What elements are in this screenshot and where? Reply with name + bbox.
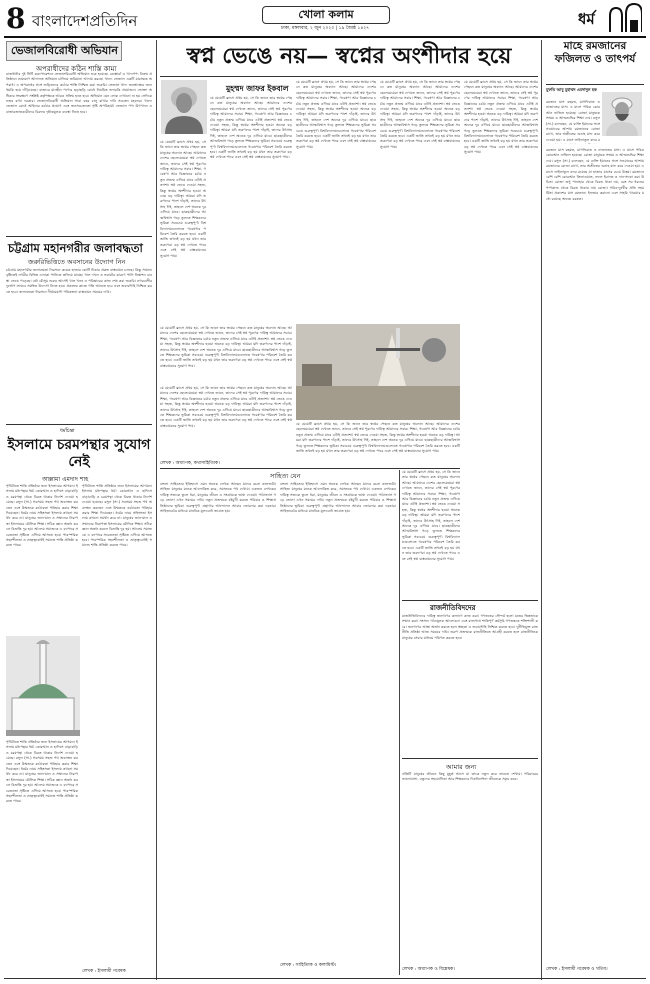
- lead-body-col1: যে মেয়েটি ক্লাসে প্রথম হয়, সে কি জানে তার স্বপ্নের পেছনে কত মানুষের অবদান আছে। আমাদের দেশের ছেলেমেয়েরা স্বপ্ন দেখতে জানে, তাদের সেই স্বপ্ন পূরণের দায়িত্ব আমাদের সবার। শিক্ষা, গবেষণা আর বিজ্ঞানের চর্চায় নতুন প্রজন্ম এগিয়ে যাবে এটাই প্রত্যাশা। স্বপ্ন ভেঙে দেওয়া সহজ, কিন্তু স্বপ্নের অংশীদার হওয়া অনেক বড় দায়িত্ব। আমরা যদি তরুণদের পাশে দাঁড়াই, তাদের উৎসাহ দিই, তাহলে দেশ অনেক দূর এগিয়ে যাবে। ছাত্রছাত্রীদের আত্মবিশ্বাস গড়ে তুলতে শিক্ষকদের ভূমিকা সবচেয়ে গুরুত্বপূর্ণ। বিশ্ববিদ্যালয়গুলোতে গবেষণার পরিবেশ তৈরি করতে হবে। একটি জাতি তখনই বড় হয় যখন তার তরুণেরা বড় স্বপ্ন দেখতে পারে এবং সেই স্বপ্ন বাস্তবায়নের সুযোগ পায়।: [210, 96, 292, 160]
- right-mid-caption: লেখক : অধ্যাপক ও বিশ্লেষক।: [402, 967, 455, 972]
- right-mid-sub-body: প্রতিটি মানুষের জীবনে কিছু মুহূর্ত আসে যা তাকে নতুন করে ভাবতে শেখায়। পরিবারের ভালোবাসা, বন্ধুদের সহযোগিতা আর শিক্ষকদের দিকনির্দেশনা জীবনকে সমৃদ্ধ করে।: [402, 772, 538, 782]
- lead-body-col2: যে মেয়েটি ক্লাসে প্রথম হয়, সে কি জানে তার স্বপ্নের পেছনে কত মানুষের অবদান আছে। আমাদের দেশের ছেলেমেয়েরা স্বপ্ন দেখতে জানে, তাদের সেই স্বপ্ন পূরণের দায়িত্ব আমাদের সবার। শিক্ষা, গবেষণা আর বিজ্ঞানের চর্চায় নতুন প্রজন্ম এগিয়ে যাবে এটাই প্রত্যাশা। স্বপ্ন ভেঙে দেওয়া সহজ, কিন্তু স্বপ্নের অংশীদার হওয়া অনেক বড় দায়িত্ব। আমরা যদি তরুণদের পাশে দাঁড়াই, তাদের উৎসাহ দিই, তাহলে দেশ অনেক দূর এগিয়ে যাবে। ছাত্রছাত্রীদের আত্মবিশ্বাস গড়ে তুলতে শিক্ষকদের ভূমিকা সবচেয়ে গুরুত্বপূর্ণ। বিশ্ববিদ্যালয়গুলোতে গবেষণার পরিবেশ তৈরি করতে হবে। একটি জাতি তখনই বড় হয় যখন তার তরুণেরা বড় স্বপ্ন দেখতে পারে এবং সেই স্বপ্ন বাস্তবায়নের সুযোগ পায়।: [296, 80, 376, 149]
- center-lower-col1: বাংলা সাহিত্যের ইতিহাসে এমন অনেক লেখক আছেন যাদের রচনা কালজয়ী। সাহিত্য মানুষের মনকে আলোকিত করে, সমাজকে পথ দেখায়। একজন লেখকের দায়িত্ব সত্যকে তুলে ধরা, মানুষের জীবন ও সংগ্রামকে ভাষা দেওয়া। পাঠাভ্যাস গড়ে তোলা এখন সময়ের দাবি। নতুন প্রজন্মকে বইমুখী করতে পরিবার ও শিক্ষাপ্রতিষ্ঠানের ভূমিকা গুরুত্বপূর্ণ। গ্রন্থাগার আন্দোলন আবার জোরদার করা দরকার। সাহিত্যচর্চার মাধ্যমে মানবিক মূল্যবোধ জাগ্রত হয়।: [160, 482, 276, 514]
- section-name-box: [262, 6, 390, 24]
- article-body-col1-end: পৃথিবীতে শান্তি প্রতিষ্ঠার জন্য ইসলামের আগমন। ইসলাম মধ্যপন্থার ধর্ম। কোরআন ও হাদিসে বাড়াবাড়ি ও চরমপন্থা থেকে বিরত থাকার নির্দেশ দেওয়া হয়েছে। রসুল (সা.) সবসময় সহজ পথ অবলম্বন করতেন এবং উম্মতকে কঠোরতা পরিহার করার শিক্ষা দিয়েছেন। ধর্মের নামে সহিংসতা ইসলাম কখনো সমর্থন করে না। মানুষের জান-মাল ও সম্মানের নিরাপত্তা ইসলামের মৌলিক শিক্ষা। সঠিক জ্ঞান অর্জন করলে বিভ্রান্তি দূর হয়। আলেম সমাজকে এ ব্যাপারে সচেতনতা সৃষ্টিতে এগিয়ে আসতে হবে। পারস্পরিক সহনশীলতা ও ভ্রাতৃত্ববোধই সমাজে শান্তি প্রতিষ্ঠা করতে পারে।: [6, 740, 78, 804]
- editorial2-subtitle: জরুরিভিত্তিতে অবসানের উদ্যোগ নিন: [28, 258, 126, 266]
- religion-author: মুফতি আবু মুহাম্মদ এমদাদুল হক: [546, 87, 597, 92]
- editorial2-body: চট্টগ্রাম মহানগরীর জলাবদ্ধতা নিরসনে কয়েক হাজার কোটি টাকার প্রকল্প বাস্তবায়ন চলছে। কিন্তু সামান্য বৃষ্টিতেই নগরীর বিভিন্ন এলাকা পানিতে তলিয়ে যাচ্ছে। খাল দখল ও ভরাটের কারণে পানি নিষ্কাশন ব্যবস্থা ভেঙে পড়েছে। বর্ষা মৌসুম শুরুর আগেই খাল খনন ও পরিষ্কারের কাজ শেষ করা জরুরি। নগরবাসীর দুর্ভোগ লাঘবে সমন্বিত উদ্যোগ নিতে হবে। প্রকল্পের কাজে গতি আনতে হবে এবং জবাবদিহি নিশ্চিত করতে হবে। জলাবদ্ধতা নিরসনে দীর্ঘমেয়াদি পরিকল্পনা বাস্তবায়ন সময়ের দাবি।: [6, 268, 152, 294]
- mosque-photo: [6, 636, 80, 736]
- lead-body-col4: যে মেয়েটি ক্লাসে প্রথম হয়, সে কি জানে তার স্বপ্নের পেছনে কত মানুষের অবদান আছে। আমাদের দেশের ছেলেমেয়েরা স্বপ্ন দেখতে জানে, তাদের সেই স্বপ্ন পূরণের দায়িত্ব আমাদের সবার। শিক্ষা, গবেষণা আর বিজ্ঞানের চর্চায় নতুন প্রজন্ম এগিয়ে যাবে এটাই প্রত্যাশা। স্বপ্ন ভেঙে দেওয়া সহজ, কিন্তু স্বপ্নের অংশীদার হওয়া অনেক বড় দায়িত্ব। আমরা যদি তরুণদের পাশে দাঁড়াই, তাদের উৎসাহ দিই, তাহলে দেশ অনেক দূর এগিয়ে যাবে। ছাত্রছাত্রীদের আত্মবিশ্বাস গড়ে তুলতে শিক্ষকদের ভূমিকা সবচেয়ে গুরুত্বপূর্ণ। বিশ্ববিদ্যালয়গুলোতে গবেষণার পরিবেশ তৈরি করতে হবে। একটি জাতি তখনই বড় হয় যখন তার তরুণেরা বড় স্বপ্ন দেখতে পারে এবং সেই স্বপ্ন বাস্তবায়নের সুযোগ পায়।: [464, 80, 538, 155]
- dateline: ঢাকা, মঙ্গলবার, ২ জুন ২০২০ | ১৯ জ্যৈষ্ঠ ১৪২৭: [280, 26, 370, 31]
- religion-author-photo: [602, 92, 642, 136]
- article-body-col1: পৃথিবীতে শান্তি প্রতিষ্ঠার জন্য ইসলামের আগমন। ইসলাম মধ্যপন্থার ধর্ম। কোরআন ও হাদিসে বাড়াবাড়ি ও চরমপন্থা থেকে বিরত থাকার নির্দেশ দেওয়া হয়েছে। রসুল (সা.) সবসময় সহজ পথ অবলম্বন করতেন এবং উম্মতকে কঠোরতা পরিহার করার শিক্ষা দিয়েছেন। ধর্মের নামে সহিংসতা ইসলাম কখনো সমর্থন করে না। মানুষের জান-মাল ও সম্মানের নিরাপত্তা ইসলামের মৌলিক শিক্ষা। সঠিক জ্ঞান অর্জন করলে বিভ্রান্তি দূর হয়। আলেম সমাজকে এ ব্যাপারে সচেতনতা সৃষ্টিতে এগিয়ে আসতে হবে। পারস্পরিক সহনশীলতা ও ভ্রাতৃত্ববোধই সমাজে শান্তি প্রতিষ্ঠা করতে পারে।: [6, 484, 78, 548]
- article-title: ইসলামে চরমপন্থার সুযোগ নেই: [7, 437, 151, 470]
- religion-caption: লেখক : ইসলামী গবেষক ও খতিব।: [546, 967, 608, 972]
- right-section-name: ধর্ম: [578, 10, 595, 28]
- lead-body-col1-low: যে মেয়েটি ক্লাসে প্রথম হয়, সে কি জানে তার স্বপ্নের পেছনে কত মানুষের অবদান আছে। আমাদের দেশের ছেলেমেয়েরা স্বপ্ন দেখতে জানে, তাদের সেই স্বপ্ন পূরণের দায়িত্ব আমাদের সবার। শিক্ষা, গবেষণা আর বিজ্ঞানের চর্চায় নতুন প্রজন্ম এগিয়ে যাবে এটাই প্রত্যাশা। স্বপ্ন ভেঙে দেওয়া সহজ, কিন্তু স্বপ্নের অংশীদার হওয়া অনেক বড় দায়িত্ব। আমরা যদি তরুণদের পাশে দাঁড়াই, তাদের উৎসাহ দিই, তাহলে দেশ অনেক দূর এগিয়ে যাবে। ছাত্রছাত্রীদের আত্মবিশ্বাস গড়ে তুলতে শিক্ষকদের ভূমিকা সবচেয়ে গুরুত্বপূর্ণ। বিশ্ববিদ্যালয়গুলোতে গবেষণার পরিবেশ তৈরি করতে হবে। একটি জাতি তখনই বড় হয় যখন তার তরুণেরা বড় স্বপ্ন দেখতে পারে এবং সেই স্বপ্ন বাস্তবায়নের সুযোগ পায়।: [160, 140, 206, 258]
- right-mid-col-a: যে মেয়েটি ক্লাসে প্রথম হয়, সে কি জানে তার স্বপ্নের পেছনে কত মানুষের অবদান আছে। আমাদের দেশের ছেলেমেয়েরা স্বপ্ন দেখতে জানে, তাদের সেই স্বপ্ন পূরণের দায়িত্ব আমাদের সবার। শিক্ষা, গবেষণা আর বিজ্ঞানের চর্চায় নতুন প্রজন্ম এগিয়ে যাবে এটাই প্রত্যাশা। স্বপ্ন ভেঙে দেওয়া সহজ, কিন্তু স্বপ্নের অংশীদার হওয়া অনেক বড় দায়িত্ব। আমরা যদি তরুণদের পাশে দাঁড়াই, তাদের উৎসাহ দিই, তাহলে দেশ অনেক দূর এগিয়ে যাবে। ছাত্রছাত্রীদের আত্মবিশ্বাস গড়ে তুলতে শিক্ষকদের ভূমিকা সবচেয়ে গুরুত্বপূর্ণ। বিশ্ববিদ্যালয়গুলোতে গবেষণার পরিবেশ তৈরি করতে হবে। একটি জাতি তখনই বড় হয় যখন তার তরুণেরা বড় স্বপ্ন দেখতে পারে এবং সেই স্বপ্ন বাস্তবায়নের সুযোগ পায়।: [402, 470, 460, 561]
- center-lower-col2: বাংলা সাহিত্যের ইতিহাসে এমন অনেক লেখক আছেন যাদের রচনা কালজয়ী। সাহিত্য মানুষের মনকে আলোকিত করে, সমাজকে পথ দেখায়। একজন লেখকের দায়িত্ব সত্যকে তুলে ধরা, মানুষের জীবন ও সংগ্রামকে ভাষা দেওয়া। পাঠাভ্যাস গড়ে তোলা এখন সময়ের দাবি। নতুন প্রজন্মকে বইমুখী করতে পরিবার ও শিক্ষাপ্রতিষ্ঠানের ভূমিকা গুরুত্বপূর্ণ। গ্রন্থাগার আন্দোলন আবার জোরদার করা দরকার। সাহিত্যচর্চার মাধ্যমে মানবিক মূল্যবোধ জাগ্রত হয়।: [280, 482, 396, 514]
- right-mid-label: রাজনীতিবিদদের: [430, 603, 476, 612]
- article-kicker: ধর্মচিন্তা: [60, 428, 75, 434]
- right-mid-sub-label: আমার জন্য: [446, 763, 477, 771]
- religion-body: রমজান মাস রহমত, মাগফিরাত ও নাজাতের মাস। এ মাসে পবিত্র কোরআন নাজিল হয়েছে। রোজা মানুষকে সংযম ও আত্মশুদ্ধির শিক্ষা দেয়। রসুল (সা.) বলেছেন, যে ব্যক্তি ইমানের সঙ্গে সওয়াবের আশায় রমজানের রোজা রাখে, তার অতীতের গুনাহ মাফ করে দেওয়া হয়। এ মাসে লাইলাতুল কদর রয়েছে যা হাজার মাসের চেয়ে উত্তম। রমজানে বেশি বেশি কোরআন তিলাওয়াত, নফল ইবাদত ও দান-সদকা করা উচিত। রোজা শুধু পানাহার থেকে বিরত থাকা নয়, বরং সব ধরনের পাপকাজ থেকে বিরত থাকার নাম রোজা। গরিব-দুঃখীর প্রতি সহমর্মিতা প্রকাশের মাস রমজান। ইফতার করানো এবং সাহরি খাওয়ার মধ্যে রয়েছে অনেক বরকত।: [546, 148, 644, 201]
- author-portrait-photo: [161, 80, 207, 134]
- mosque-logo-icon: [608, 2, 642, 32]
- article-caption: লেখক : ইসলামী গবেষক: [82, 969, 126, 974]
- paper-name: বাংলাদেশপ্রতিদিন: [32, 12, 138, 30]
- religion-title: মাহে রমজানের ফজিলত ও তাৎপর্য: [554, 40, 636, 65]
- center-section-label: সাহিত্য যেন: [270, 472, 301, 480]
- lead-body-lower: যে মেয়েটি ক্লাসে প্রথম হয়, সে কি জানে তার স্বপ্নের পেছনে কত মানুষের অবদান আছে। আমাদের দেশের ছেলেমেয়েরা স্বপ্ন দেখতে জানে, তাদের সেই স্বপ্ন পূরণের দায়িত্ব আমাদের সবার। শিক্ষা, গবেষণা আর বিজ্ঞানের চর্চায় নতুন প্রজন্ম এগিয়ে যাবে এটাই প্রত্যাশা। স্বপ্ন ভেঙে দেওয়া সহজ, কিন্তু স্বপ্নের অংশীদার হওয়া অনেক বড় দায়িত্ব। আমরা যদি তরুণদের পাশে দাঁড়াই, তাদের উৎসাহ দিই, তাহলে দেশ অনেক দূর এগিয়ে যাবে। ছাত্রছাত্রীদের আত্মবিশ্বাস গড়ে তুলতে শিক্ষকদের ভূমিকা সবচেয়ে গুরুত্বপূর্ণ। বিশ্ববিদ্যালয়গুলোতে গবেষণার পরিবেশ তৈরি করতে হবে। একটি জাতি তখনই বড় হয় যখন তার তরুণেরা বড় স্বপ্ন দেখতে পারে এবং সেই স্বপ্ন বাস্তবায়নের সুযোগ পায়।: [160, 326, 292, 368]
- editorial-title: ভেজালবিরোধী অভিযান: [11, 43, 118, 57]
- editorial-title-box: [6, 41, 122, 61]
- right-mid-body: রাজনীতিবিদদের দায়িত্ব জনগণের কল্যাণে কাজ করা। গণতন্ত্রের সৌন্দর্য হলো মতের ভিন্নতাকে সম্মান করা। সংসদে গঠনমূলক আলোচনা এবং রাজপথে শান্তিপূর্ণ কর্মসূচি গণতন্ত্রকে শক্তিশালী করে। জনগণের আস্থা অর্জন করতে হলে স্বচ্ছতা ও জবাবদিহি নিশ্চিত করতে হবে। দুর্নীতিমুক্ত রাজনীতি প্রতিষ্ঠা আজ সময়ের দাবি। তরুণ প্রজন্মকে রাজনীতিতে আগ্রহী করতে হলে রাজনীতিকে মানুষের সেবার মাধ্যমে পরিণত করতে হবে।: [402, 614, 538, 640]
- editorial-body: রাজধানীর দুই সিটি করপোরেশনে ভেজালবিরোধী অভিযান শুরু হয়েছে। রেস্তোরাঁ ও খাদ্যপণ্য বিক্রয় প্রতিষ্ঠানে ভ্রাম্যমাণ আদালত অভিযান চালিয়ে জরিমানা আদায় করছে। খাদ্যে ভেজাল একটি মারাত্মক অপরাধ। এ অপরাধের সঙ্গে জড়িতদের কঠোর শাস্তি নিশ্চিত করা জরুরি। ভেজাল খাদ্য জনস্বাস্থ্যের জন্য হুমকি হয়ে দাঁড়িয়েছে। বাজারে মানহীন পণ্যের ছড়াছড়ি রোধে নিয়মিত তদারকি প্রয়োজন। ভোক্তা অধিকার সংরক্ষণে সংশ্লিষ্ট কর্তৃপক্ষকে আরও সক্রিয় হতে হবে। অভিযান যেন লোক দেখানো না হয় সেদিকে নজর রাখা দরকার। ভেজালবিরোধী অভিযান সারা বছর চালু রাখার দাবি সচেতন মহলের। খাদ্যে ভেজাল রোধে আইনের কঠোর প্রয়োগ এবং জনসচেতনতা সৃষ্টি অপরিহার্য। ভেজাল পণ্য উৎপাদন ও বাজারজাতকারীদের বিরুদ্ধে দৃষ্টান্তমূলক ব্যবস্থা নিতে হবে।: [6, 72, 152, 114]
- lead-body-col3: যে মেয়েটি ক্লাসে প্রথম হয়, সে কি জানে তার স্বপ্নের পেছনে কত মানুষের অবদান আছে। আমাদের দেশের ছেলেমেয়েরা স্বপ্ন দেখতে জানে, তাদের সেই স্বপ্ন পূরণের দায়িত্ব আমাদের সবার। শিক্ষা, গবেষণা আর বিজ্ঞানের চর্চায় নতুন প্রজন্ম এগিয়ে যাবে এটাই প্রত্যাশা। স্বপ্ন ভেঙে দেওয়া সহজ, কিন্তু স্বপ্নের অংশীদার হওয়া অনেক বড় দায়িত্ব। আমরা যদি তরুণদের পাশে দাঁড়াই, তাদের উৎসাহ দিই, তাহলে দেশ অনেক দূর এগিয়ে যাবে। ছাত্রছাত্রীদের আত্মবিশ্বাস গড়ে তুলতে শিক্ষকদের ভূমিকা সবচেয়ে গুরুত্বপূর্ণ। বিশ্ববিদ্যালয়গুলোতে গবেষণার পরিবেশ তৈরি করতে হবে। একটি জাতি তখনই বড় হয় যখন তার তরুণেরা বড় স্বপ্ন দেখতে পারে এবং সেই স্বপ্ন বাস্তবায়নের সুযোগ পায়।: [380, 80, 460, 149]
- article-body-col2: পৃথিবীতে শান্তি প্রতিষ্ঠার জন্য ইসলামের আগমন। ইসলাম মধ্যপন্থার ধর্ম। কোরআন ও হাদিসে বাড়াবাড়ি ও চরমপন্থা থেকে বিরত থাকার নির্দেশ দেওয়া হয়েছে। রসুল (সা.) সবসময় সহজ পথ অবলম্বন করতেন এবং উম্মতকে কঠোরতা পরিহার করার শিক্ষা দিয়েছেন। ধর্মের নামে সহিংসতা ইসলাম কখনো সমর্থন করে না। মানুষের জান-মাল ও সম্মানের নিরাপত্তা ইসলামের মৌলিক শিক্ষা। সঠিক জ্ঞান অর্জন করলে বিভ্রান্তি দূর হয়। আলেম সমাজকে এ ব্যাপারে সচেতনতা সৃষ্টিতে এগিয়ে আসতে হবে। পারস্পরিক সহনশীলতা ও ভ্রাতৃত্ববোধই সমাজে শান্তি প্রতিষ্ঠা করতে পারে।: [82, 484, 152, 548]
- religion-body-top: রমজান মাস রহমত, মাগফিরাত ও নাজাতের মাস। এ মাসে পবিত্র কোরআন নাজিল হয়েছে। রোজা মানুষকে সংযম ও আত্মশুদ্ধির শিক্ষা দেয়। রসুল (সা.) বলেছেন, যে ব্যক্তি ইমানের সঙ্গে সওয়াবের আশায় রমজানের রোজা রাখে, তার অতীতের গুনাহ মাফ করে দেওয়া হয়। এ মাসে লাইলাতুল কদর র: [546, 100, 600, 142]
- lead-title: স্বপ্ন ভেঙে নয়— স্বপ্নের অংশীদার হয়ে: [186, 43, 512, 69]
- lead-body-left-lower: যে মেয়েটি ক্লাসে প্রথম হয়, সে কি জানে তার স্বপ্নের পেছনে কত মানুষের অবদান আছে। আমাদের দেশের ছেলেমেয়েরা স্বপ্ন দেখতে জানে, তাদের সেই স্বপ্ন পূরণের দায়িত্ব আমাদের সবার। শিক্ষা, গবেষণা আর বিজ্ঞানের চর্চায় নতুন প্রজন্ম এগিয়ে যাবে এটাই প্রত্যাশা। স্বপ্ন ভেঙে দেওয়া সহজ, কিন্তু স্বপ্নের অংশীদার হওয়া অনেক বড় দায়িত্ব। আমরা যদি তরুণদের পাশে দাঁড়াই, তাদের উৎসাহ দিই, তাহলে দেশ অনেক দূর এগিয়ে যাবে। ছাত্রছাত্রীদের আত্মবিশ্বাস গড়ে তুলতে শিক্ষকদের ভূমিকা সবচেয়ে গুরুত্বপূর্ণ। বিশ্ববিদ্যালয়গুলোতে গবেষণার পরিবেশ তৈরি করতে হবে। একটি জাতি তখনই বড় হয় যখন তার তরুণেরা বড় স্বপ্ন দেখতে পারে এবং সেই স্বপ্ন বাস্তবায়নের সুযোগ পায়।: [160, 386, 292, 428]
- lead-caption: লেখক : অধ্যাপক, কথাসাহিত্যিক।: [160, 461, 220, 466]
- page-number: 8: [6, 2, 26, 35]
- article-author: আল্লামা এমদাদ শাহ: [42, 476, 89, 483]
- lead-body-under-photo: যে মেয়েটি ক্লাসে প্রথম হয়, সে কি জানে তার স্বপ্নের পেছনে কত মানুষের অবদান আছে। আমাদের দেশের ছেলেমেয়েরা স্বপ্ন দেখতে জানে, তাদের সেই স্বপ্ন পূরণের দায়িত্ব আমাদের সবার। শিক্ষা, গবেষণা আর বিজ্ঞানের চর্চায় নতুন প্রজন্ম এগিয়ে যাবে এটাই প্রত্যাশা। স্বপ্ন ভেঙে দেওয়া সহজ, কিন্তু স্বপ্নের অংশীদার হওয়া অনেক বড় দায়িত্ব। আমরা যদি তরুণদের পাশে দাঁড়াই, তাদের উৎসাহ দিই, তাহলে দেশ অনেক দূর এগিয়ে যাবে। ছাত্রছাত্রীদের আত্মবিশ্বাস গড়ে তুলতে শিক্ষকদের ভূমিকা সবচেয়ে গুরুত্বপূর্ণ। বিশ্ববিদ্যালয়গুলোতে গবেষণার পরিবেশ তৈরি করতে হবে। একটি জাতি তখনই বড় হয় যখন তার তরুণেরা বড় স্বপ্ন দেখতে পারে এবং সেই স্বপ্ন বাস্তবায়নের সুযোগ পায়।: [296, 422, 460, 454]
- lead-justice-photo: [296, 324, 460, 420]
- editorial2-title: চট্টগ্রাম মহানগরীর জলাবদ্ধতা: [8, 241, 143, 255]
- lead-author: মুহম্মদ জাফর ইকবাল: [226, 84, 289, 93]
- center-lower-caption: লেখক : সাহিত্যিক ও কলামিস্ট।: [280, 963, 337, 968]
- editorial-subtitle: অপরাধীদের কঠিন শাস্তি কাম্য: [36, 65, 117, 73]
- section-name: খোলা কলাম: [298, 7, 354, 21]
